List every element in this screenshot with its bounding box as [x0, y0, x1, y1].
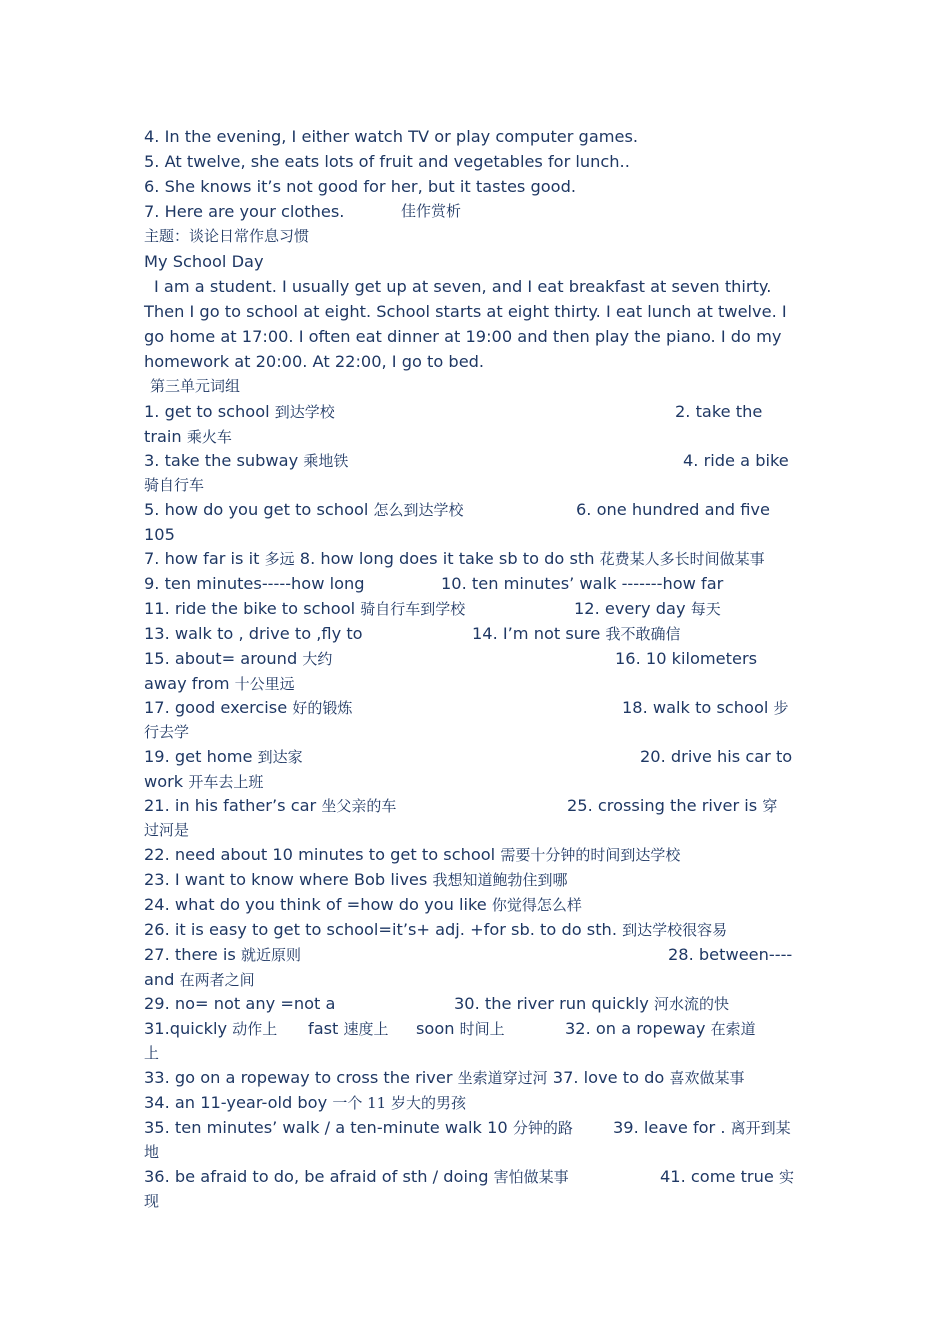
phrase-row-26: 26. it is easy to get to school=it’s+ adj. +for sb. to do sth. 到达学校很容易: [144, 920, 728, 939]
phrase-row-1: 1. get to school 到达学校 2. take the: [144, 402, 763, 421]
phrase-row-27: 27. there is 就近原则 28. between----: [144, 945, 793, 964]
sentence-5: 5. At twelve, she eats lots of fruit and vegetables for lunch..: [144, 152, 630, 171]
phrase-row-24: 24. what do you think of =how do you like 你觉得怎么样: [144, 895, 582, 914]
phrase-row-5-cont: 105: [144, 525, 175, 544]
phrase-row-11: 11. ride the bike to school 骑自行车到学校 12. every day 每天: [144, 599, 721, 618]
phrase-row-19-cont: work 开车去上班: [144, 772, 264, 791]
sentence-7: [144, 199, 806, 224]
sentence-4: 4. In the evening, I either watch TV or play computer games.: [144, 127, 639, 146]
phrase-row-21-cont: 过河是: [144, 821, 190, 839]
phrase-row-36: 36. be afraid to do, be afraid of sth / doing 害怕做某事 41. come true 实: [144, 1167, 794, 1186]
phrase-row-34: 34. an 11-year-old boy 一个 11 岁大的男孩: [144, 1093, 466, 1112]
phrase-row-1-cont: train 乘火车: [144, 427, 232, 446]
phrase-row-15-cont: away from 十公里远: [144, 674, 295, 693]
phrase-row-3: 3. take the subway 乘地铁 4. ride a bike: [144, 451, 789, 470]
sentence-7-en: 7. Here are your clothes.: [144, 202, 345, 221]
phrase-row-22: 22. need about 10 minutes to get to school 需要十分钟的时间到达学校: [144, 845, 681, 864]
phrase-row-35: 35. ten minutes’ walk / a ten-minute walk 10 分钟的路 39. leave for . 离开到某: [144, 1118, 791, 1137]
phrase-row-15: 15. about= around 大约 16. 10 kilometers: [144, 649, 758, 668]
phrase-row-21: 21. in his father’s car 坐父亲的车 25. crossing the river is 穿: [144, 796, 778, 815]
phrase-row-23: 23. I want to know where Bob lives 我想知道鲍勃住到哪: [144, 870, 568, 889]
phrase-row-31-cont: 上: [144, 1044, 160, 1062]
phrase-row-17-cont: 行去学: [144, 723, 190, 741]
sentence-6: 6. She knows it’s not good for her, but it tastes good.: [144, 177, 576, 196]
unit-heading: 第三单元词组: [150, 377, 241, 395]
phrase-row-35-cont: 地: [144, 1143, 160, 1161]
phrase-row-19: 19. get home 到达家 20. drive his car to: [144, 747, 793, 766]
phrase-row-27-cont: and 在两者之间: [144, 970, 255, 989]
phrase-row-9: 9. ten minutes-----how long 10. ten minutes’ walk -------how far: [144, 574, 724, 593]
phrase-row-5: 5. how do you get to school 怎么到达学校 6. one hundred and five: [144, 500, 770, 519]
theme-line: 主题：谈论日常作息习惯: [144, 227, 310, 245]
essay-title: My School Day: [144, 252, 264, 271]
phrase-row-17: 17. good exercise 好的锻炼 18. walk to school 步: [144, 698, 789, 717]
document-page: [144, 124, 806, 1213]
phrase-row-36-cont: 现: [144, 1192, 160, 1210]
phrase-row-31: 31.quickly 动作上 fast 速度上 soon 时间上 32. on a ropeway 在索道: [144, 1019, 756, 1038]
section-heading-essay: 佳作赏析: [401, 202, 462, 220]
phrase-row-33: 33. go on a ropeway to cross the river 坐索道穿过河 37. love to do 喜欢做某事: [144, 1068, 745, 1087]
phrase-row-29: 29. no= not any =not a 30. the river run quickly 河水流的快: [144, 994, 729, 1013]
phrase-row-3-cont: 骑自行车: [144, 476, 205, 494]
phrase-row-13: 13. walk to , drive to ,fly to 14. I’m not sure 我不敢确信: [144, 624, 681, 643]
essay-body: I am a student. I usually get up at seven, and I eat breakfast at seven thirty. Then I go to school at eight. School starts at eight thirty. I eat lunch at twelve. I go home at 17:00. I often eat dinner at 19:00 and then play the piano. I do my homework at 20:00. At 22:00, I go to bed.: [144, 277, 787, 371]
phrase-row-7: 7. how far is it 多远 8. how long does it take sb to do sth 花费某人多长时间做某事: [144, 549, 765, 568]
